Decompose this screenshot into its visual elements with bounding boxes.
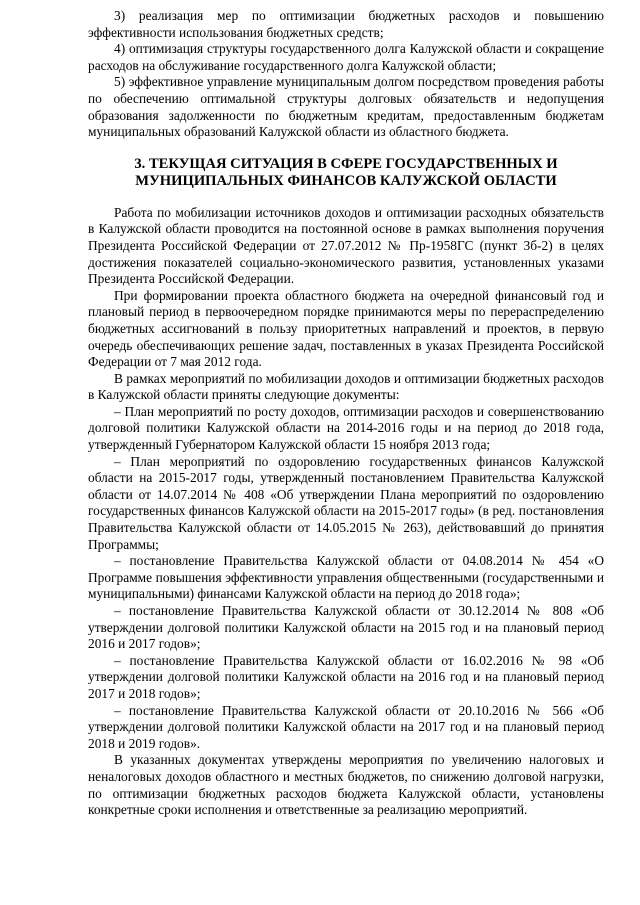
paragraph-conclusion: В указанных документах утверждены мероприятия по увеличению налоговых и неналоговых доходов областного и местных бюджетов, по снижению долговой нагрузки, по оптимизации бюджетных расходов бюджета Калужской области, установлены конкретные сроки исполнения и ответственные за реализацию мероприятий. bbox=[88, 752, 604, 818]
document-item-resolution-98: – постановление Правительства Калужской области от 16.02.2016 № 98 «Об утверждении долговой политики Калужской области на 2016 год и на плановый период 2017 и 2018 годов»; bbox=[88, 652, 604, 701]
paragraph-documents-intro: В рамках мероприятий по мобилизации доходов и оптимизации бюджетных расходов в Калужской области приняты следующие документы: bbox=[88, 370, 604, 403]
document-item-resolution-566: – постановление Правительства Калужской области от 20.10.2016 № 566 «Об утверждении долговой политики Калужской области на 2017 год и на плановый период 2018 и 2019 годов». bbox=[88, 702, 604, 751]
list-item-3: 3) реализация мер по оптимизации бюджетных расходов и повышению эффективности использования бюджетных средств; bbox=[88, 8, 604, 40]
document-item-plan-2015-2017: – План мероприятий по оздоровлению государственных финансов Калужской области на 2015-2017 годы, утвержденный постановлением Правительства Калужской области от 14.07.2014 № 408 «Об утверждении Плана мероприятий по оздоровлению государственных финансов Калужской области на 2015-2017 годы» (в ред. постановления Правительства Калужской области от 14.05.2015 № 263), действовавший до принятия Программы; bbox=[88, 453, 604, 552]
section-heading bbox=[88, 156, 604, 190]
document-item-plan-2014-2016: – План мероприятий по росту доходов, оптимизации расходов и совершенствованию долговой политики Калужской области на 2014-2016 годы и на период до 2018 года, утвержденный Губернатором Калужской области 15 ноября 2013 года; bbox=[88, 403, 604, 453]
section-heading-line-2: МУНИЦИПАЛЬНЫХ ФИНАНСОВ КАЛУЖСКОЙ ОБЛАСТИ bbox=[135, 172, 557, 189]
section-heading-line-1: 3. ТЕКУЩАЯ СИТУАЦИЯ В СФЕРЕ ГОСУДАРСТВЕННЫХ И bbox=[134, 155, 558, 172]
document-item-resolution-808: – постановление Правительства Калужской области от 30.12.2014 № 808 «Об утверждении долговой политики Калужской области на 2015 год и на плановый период 2016 и 2017 годов»; bbox=[88, 603, 604, 652]
paragraph-budget-formation: При формировании проекта областного бюджета на очередной финансовый год и плановый период в первоочередном порядке принимаются меры по перераспределению бюджетных ассигнований в пользу приоритетных направлений и проектов, в первую очередь обеспечивающих решение задач, поставленных в указах Президента Российской Федерации от 7 мая 2012 года. bbox=[88, 287, 604, 370]
document-page bbox=[88, 8, 604, 819]
list-item-4: 4) оптимизация структуры государственного долга Калужской области и сокращение расходов на обслуживание государственного долга Калужской области; bbox=[88, 41, 604, 73]
document-item-resolution-454: – постановление Правительства Калужской области от 04.08.2014 № 454 «О Программе повышения эффективности управления общественными (государственными и муниципальными) финансами Калужской области на период до 2018 года»; bbox=[88, 553, 604, 602]
paragraph-mobilization: Работа по мобилизации источников доходов и оптимизации расходных обязательств в Калужской области проводится на постоянной основе в рамках выполнения поручения Президента Российской Федерации от 27.07.2012 № Пр-1958ГС (пункт 3б-2) в целях достижения показателей социально-экономического развития, установленных указами Президента Российской Федерации. bbox=[88, 204, 604, 287]
list-item-5: 5) эффективное управление муниципальным долгом посредством проведения работы по обеспечению оптимальной структуры долговых обязательств и недопущения образования задолженности по бюджетным кредитам, предоставленным бюджетам муниципальных образований Калужской области из областного бюджета. bbox=[88, 74, 604, 140]
